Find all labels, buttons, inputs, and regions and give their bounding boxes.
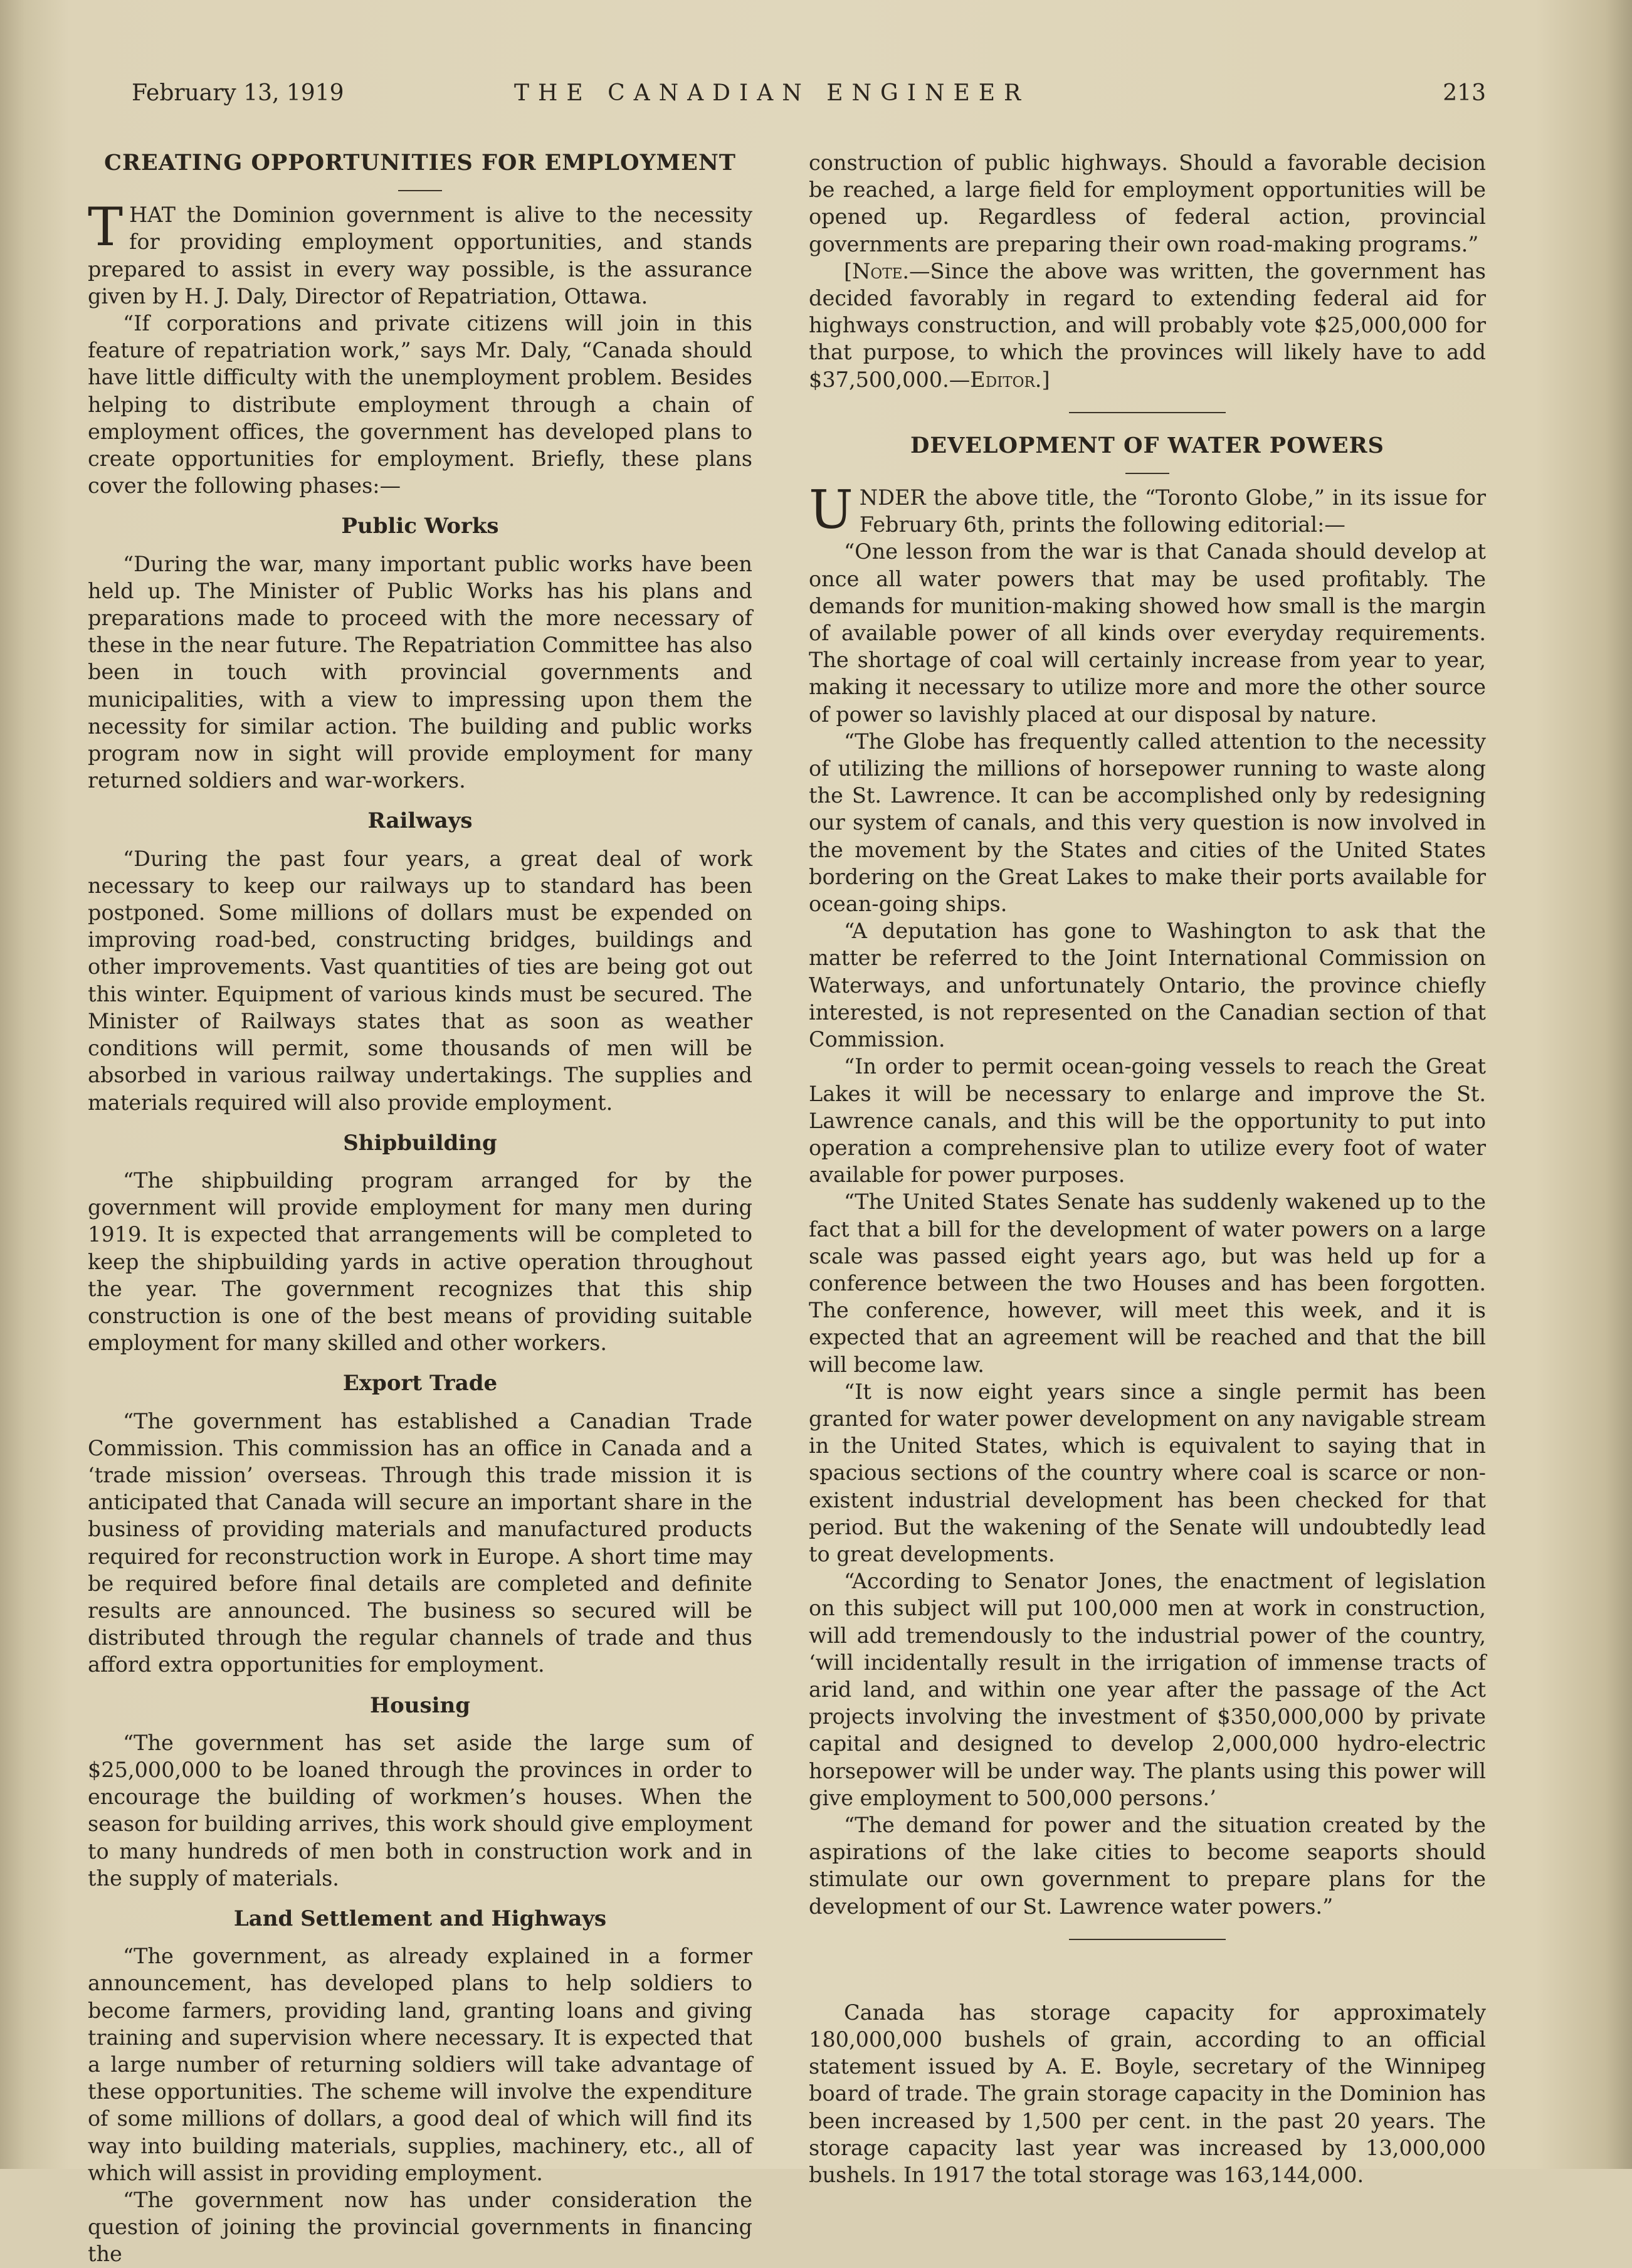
paragraph: “The Globe has frequently called attention to the necessity of utilizing the millions of horsepower running to waste along the St. Lawrence. It can be accomplished only by redesigning our system of canals, and this very question is now involved in the movement by the States and cities of the United States bordering on the Great Lakes to make their ports available for ocean-going ships. <box>809 729 1486 917</box>
subheading-public-works: Public Works <box>341 514 499 539</box>
journal-title: THE CANADIAN ENGINEER <box>514 80 1030 106</box>
subheading-railways: Railways <box>367 808 473 834</box>
intro-text: HAT the Dominion government is alive to the necessity for providing employment opportunities, and stands prepared to assist in every way possible, is the assurance given by H. J. Daly, Director of Repatriation, Ottawa. <box>88 203 752 309</box>
note-editor: Editor. <box>970 367 1042 392</box>
subheading-land-settlement: Land Settlement and Highways <box>233 1906 607 1931</box>
paragraph: “The government has set aside the large sum of $25,000,000 to be loaned through the provinces in order to encourage the building of workmen’s houses. When the season for building arrives, this work should give employment to many hundreds of men both in construction work and in the supply of materials. <box>88 1730 752 1891</box>
bracket-open: [ <box>844 258 853 283</box>
subheading-export-trade: Export Trade <box>342 1371 498 1396</box>
paragraph: “It is now eight years since a single permit has been granted for water power development on any navigable stream in the United States, which is equivalent to saying that in spacious sections of the country where coal is scarce or non-existent industrial development has been checked for that period. But the wakening of the Senate will undoubtedly lead to great developments. <box>809 1379 1486 1566</box>
paragraph: “A deputation has gone to Washington to ask that the matter be referred to the Joint International Commission on Waterways, and unfortunately Ontario, the province chiefly interested, is not represented on the Canadian section of that Commission. <box>809 919 1486 1052</box>
bracket-close: ] <box>1041 367 1050 392</box>
paragraph: “One lesson from the war is that Canada should develop at once all water powers that may be used profitably. The demands for munition-making showed how small is the margin of available power of all kinds over everyday requirements. The shortage of coal will certainly increase from year to year, making it necessary to utilize more and more the other source of power so lavishly placed at our disposal by nature. <box>809 539 1486 727</box>
paragraph: “The government has established a Canadian Trade Commission. This commission has an office in Canada and a ‘trade mission’ overseas. Through this trade mission it is anticipated that Canada will secure an important share in the business of providing materials and manufactured products required for reconstruction work in Europe. A short time may be required before final details are completed and definite results are announced. The business so secured will be distributed through the regular channels of trade and thus afford extra opportunities for employment. <box>88 1408 752 1677</box>
article-title-water-powers: DEVELOPMENT OF WATER POWERS <box>910 432 1384 458</box>
subheading-housing: Housing <box>369 1692 471 1718</box>
left-column <box>88 149 752 2268</box>
paragraph: “The demand for power and the situation created by the aspirations of the lake cities to become seaports should stimulate our own government to prepare plans for the development of our St. Lawrence water powers.” <box>809 1812 1486 1919</box>
paragraph: “The government now has under consideration the question of joining the provincial governments in financing the <box>88 2188 752 2267</box>
paragraph: “The shipbuilding program arranged for by the government will provide employment for many men during 1919. It is expected that arrangements will be completed to keep the shipbuilding yards in active operation throughout the year. The government recognizes that this ship construction is one of the best means of providing suitable employment for many skilled and other workers. <box>88 1168 752 1356</box>
title-rule <box>1125 473 1169 474</box>
issue-date: February 13, 1919 <box>132 80 344 106</box>
title-rule <box>398 190 442 191</box>
paragraph: “In order to permit ocean-going vessels to reach the Great Lakes it will be necessary to enlarge and improve the St. Lawrence canals, and this will be the opportunity to put into operation a comprehensive plan to utilize every foot of water available for power purposes. <box>809 1054 1486 1188</box>
intro-paragraph <box>88 196 752 310</box>
section-divider <box>1069 1939 1226 1940</box>
intro-text: NDER the above title, the “Toronto Globe,” in its issue for February 6th, prints the following editorial:— <box>859 485 1486 537</box>
running-header <box>132 80 1486 118</box>
paragraph: “The United States Senate has suddenly wakened up to the fact that a bill for the development of water powers on a large scale was passed eight years ago, but was held up for a conference between the two Houses and has been forgotten. The conference, however, will meet this week, and it is expected that an agreement will be reached and that the bill will become law. <box>809 1189 1486 1377</box>
grain-storage-paragraph: Canada has storage capacity for approximately 180,000,000 bushels of grain, according to an official statement issued by A. E. Boyle, secretary of the Winnipeg board of trade. The grain storage capacity in the Dominion has been increased by 1,500 per cent. in the past 20 years. The storage capacity last year was increased by 13,000,000 bushels. In 1917 the total storage was 163,144,000. <box>809 2000 1486 2188</box>
paragraph: “During the past four years, a great deal of work necessary to keep our railways up to standard has been postponed. Some millions of dollars must be expended on improving road-bed, constructing bridges, buildings and other improvements. Vast quantities of ties are being got out this winter. Equipment of various kinds must be secured. The Minister of Railways states that as soon as weather conditions will permit, some thousands of men will be absorbed in various railway undertakings. The supplies and materials required will also provide employment. <box>88 846 752 1115</box>
page-number: 213 <box>1443 80 1486 106</box>
note-label: Note. <box>852 258 910 283</box>
paragraph: “During the war, many important public works have been held up. The Minister of Public Works has his plans and preparations made to proceed with the more necessary of these in the near future. The Repatriation Committee has also been in touch with provincial governments and municipalities, with a view to impressing upon them the necessity for similar action. The building and public works program now in sight will provide employment for many returned soldiers and war-workers. <box>88 551 752 793</box>
right-column <box>809 149 1486 2188</box>
paragraph-continued: construction of public highways. Should a favorable decision be reached, a large field for employment opportunities will be opened up. Regardless of federal action, provincial governments are preparing their own road-making programs.” <box>809 150 1486 256</box>
intro-paragraph <box>809 479 1486 541</box>
spacer <box>809 1959 1486 1999</box>
drop-cap: T <box>88 196 124 258</box>
article-title-employment: CREATING OPPORTUNITIES FOR EMPLOYMENT <box>104 150 736 176</box>
drop-cap: U <box>809 479 853 541</box>
section-divider <box>1069 412 1226 413</box>
paragraph: “According to Senator Jones, the enactment of legislation on this subject will put 100,000 men at work in construction, will add tremendously to the industrial power of the country, ‘will incidentally result in the irrigation of immense tracts of arid land, and within one year after the passage of the Act projects involving the investment of $350,000,000 by private capital and designed to develop 2,000,000 hydro-electric horsepower will be under way. The plants using this power will give employment to 500,000 persons.’ <box>809 1569 1486 1810</box>
paragraph: “If corporations and private citizens will join in this feature of repatriation work,” says Mr. Daly, “Canada should have little difficulty with the unemployment problem. Besides helping to distribute employment through a chain of employment offices, the government has developed plans to create opportunities for employment. Briefly, these plans cover the following phases:— <box>88 311 752 498</box>
subheading-shipbuilding: Shipbuilding <box>343 1130 497 1156</box>
editor-note <box>809 258 1486 393</box>
paragraph: “The government, as already explained in a former announcement, has developed plans to help soldiers to become farmers, providing land, granting loans and giving training and supervision where necessary. It is expected that a large number of returning soldiers will take advantage of these opportunities. The scheme will involve the expenditure of some millions of dollars, a good deal of which will find its way into building materials, supplies, machinery, etc., all of which will assist in providing employment. <box>88 1944 752 2185</box>
note-text: —Since the above was written, the government has decided favorably in regard to extending federal aid for highways construction, and will probably vote $25,000,000 for that purpose, to which the provinces will likely have to add $37,500,000.— <box>809 258 1486 392</box>
